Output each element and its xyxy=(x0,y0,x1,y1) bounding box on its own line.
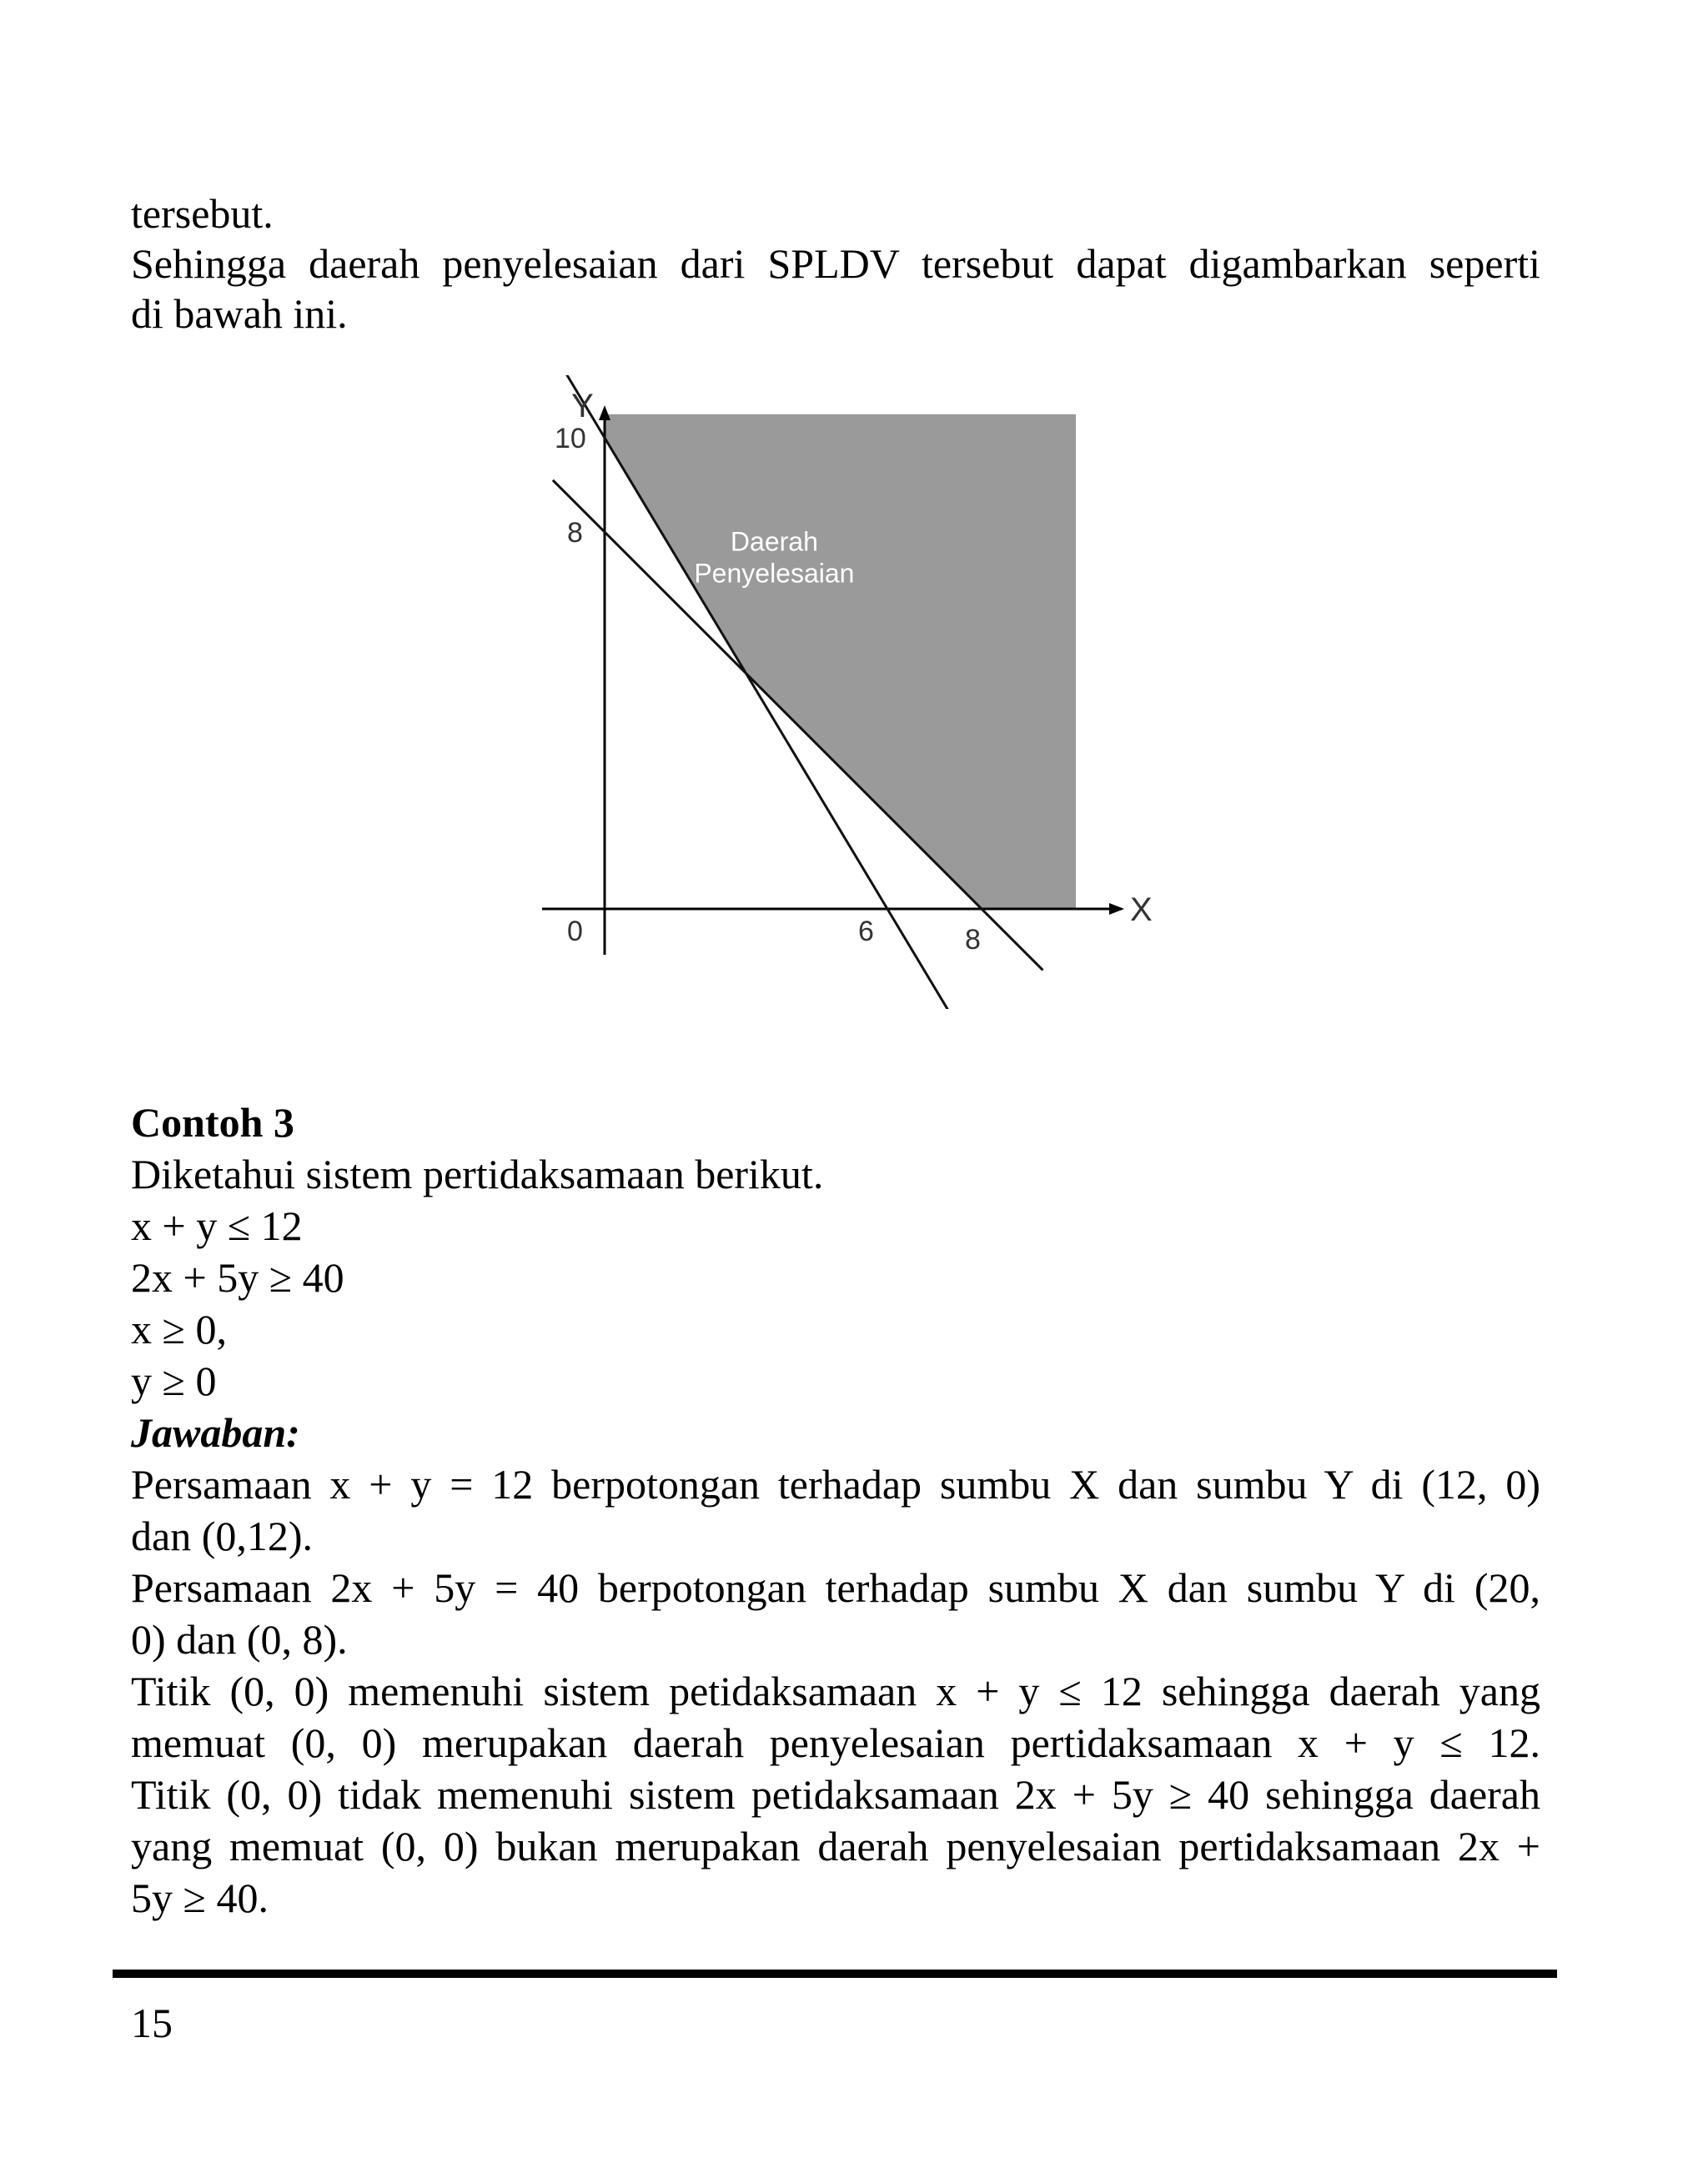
x-tick-label: 6 xyxy=(858,916,874,947)
example-heading: Contoh 3 xyxy=(131,1099,294,1146)
answer-paragraph-line: Persamaan 2x + 5y = 40 berpotongan terhadap sumbu X dan sumbu Y di (20, xyxy=(131,1564,1540,1611)
inequality-3: x ≥ 0, xyxy=(131,1306,227,1352)
answer-paragraph-line: yang memuat (0, 0) bukan merupakan daerah penyelesaian pertidaksamaan 2x + xyxy=(131,1823,1540,1869)
page-number: 15 xyxy=(131,2000,173,2046)
footer-rule xyxy=(113,1970,1557,1978)
answer-label: Jawaban: xyxy=(131,1409,300,1456)
intro-line-3: di bawah ini. xyxy=(131,290,348,337)
x-tick-label: 8 xyxy=(965,924,981,956)
inequality-1: x + y ≤ 12 xyxy=(131,1202,303,1249)
solution-region-chart xyxy=(534,375,1168,1009)
inequality-4: y ≥ 0 xyxy=(131,1357,217,1404)
answer-paragraph-line: dan (0,12). xyxy=(131,1513,313,1559)
intro-line-1: tersebut. xyxy=(131,190,274,237)
inequality-2: 2x + 5y ≥ 40 xyxy=(131,1254,344,1301)
answer-paragraph-line: memuat (0, 0) merupakan daerah penyelesaian pertidaksamaan x + y ≤ 12. xyxy=(131,1719,1540,1766)
y-tick-label: 10 xyxy=(555,423,586,454)
x-axis-label: X xyxy=(1130,891,1153,928)
y-axis-label: Y xyxy=(571,388,594,424)
solution-region xyxy=(605,414,1076,909)
solution-region-figure xyxy=(534,375,1168,1009)
example-intro: Diketahui sistem pertidaksamaan berikut. xyxy=(131,1151,824,1197)
answer-paragraph-line: 5y ≥ 40. xyxy=(131,1874,269,1921)
answer-paragraph-line: 0) dan (0, 8). xyxy=(131,1616,348,1663)
answer-paragraph-line: Persamaan x + y = 12 berpotongan terhadap sumbu X dan sumbu Y di (12, 0) xyxy=(131,1461,1540,1508)
x-axis-arrow-icon xyxy=(1109,903,1124,915)
origin-label: 0 xyxy=(567,916,583,947)
y-axis-arrow-icon xyxy=(599,405,610,420)
answer-paragraph-line: Titik (0, 0) memenuhi sistem petidaksamaan x + y ≤ 12 sehingga daerah yang xyxy=(131,1668,1540,1714)
intro-line-2: Sehingga daerah penyelesaian dari SPLDV tersebut dapat digambarkan seperti xyxy=(131,240,1540,287)
region-label-line-1: Daerah xyxy=(730,526,818,557)
answer-paragraph-line: Titik (0, 0) tidak memenuhi sistem petidaksamaan 2x + 5y ≥ 40 sehingga daerah xyxy=(131,1771,1540,1818)
region-label-line-2: Penyelesaian xyxy=(694,558,855,589)
y-tick-label: 8 xyxy=(567,517,583,549)
